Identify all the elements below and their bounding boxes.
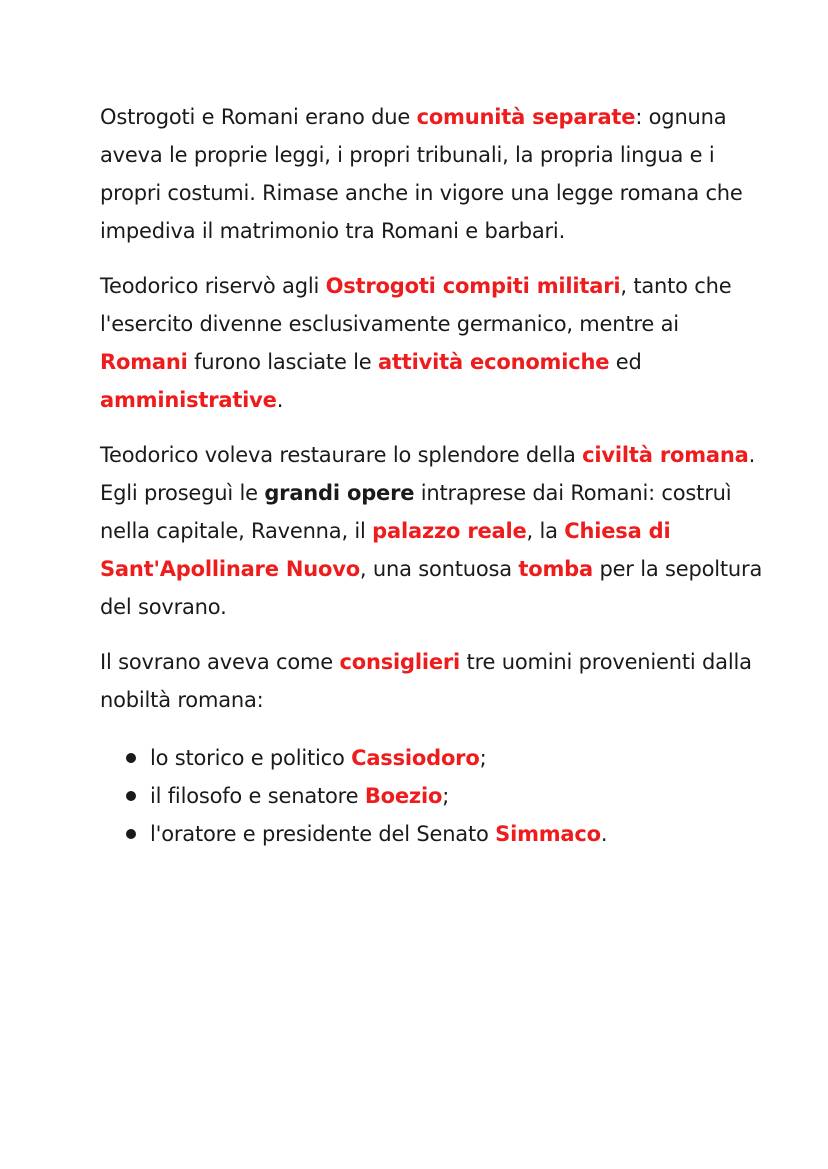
highlight-administrative: amministrative <box>100 388 277 412</box>
list-item <box>126 777 768 815</box>
highlight-economic-activities: attività economiche <box>378 350 610 374</box>
text-span: per la sepoltura del sovrano. <box>100 557 763 619</box>
text-span: : ognuna aveva le proprie leggi, i propri tribunali, la propria lingua e i propri costumi. Rimase anche in vigore una legge romana che impediva il matrimonio tra Romani e barbari. <box>100 105 743 243</box>
list-item <box>126 739 768 777</box>
text-span: ; <box>479 746 487 770</box>
paragraph-roles <box>100 267 768 419</box>
highlight-separate-communities: comunità separate <box>416 105 636 129</box>
text-span: , tanto che l'esercito divenne esclusivamente germanico, mentre ai <box>100 274 732 336</box>
advisors-list <box>100 739 768 853</box>
text-span: . Egli proseguì le <box>100 443 756 505</box>
text-span: Ostrogoti e Romani erano due <box>100 105 417 129</box>
text-span: ed <box>609 350 642 374</box>
text-span: Il sovrano aveva come <box>100 650 340 674</box>
text-span: , una sontuosa <box>359 557 519 581</box>
text-span: furono lasciate le <box>187 350 378 374</box>
paragraph-advisors <box>100 643 768 719</box>
text-span: . <box>276 388 284 412</box>
paragraph-communities <box>100 98 768 250</box>
text-span: Teodorico riservò agli <box>100 274 326 298</box>
bullet-icon <box>126 753 136 763</box>
text-span: intraprese dai Romani: costruì nella capitale, Ravenna, il <box>100 481 732 543</box>
highlight-advisor-name: Boezio <box>364 784 443 808</box>
text-span: tre uomini provenienti dalla nobiltà romana: <box>100 650 752 712</box>
bold-great-works: grandi opere <box>264 481 415 505</box>
highlight-romans: Romani <box>100 350 188 374</box>
highlight-advisors: consiglieri <box>339 650 461 674</box>
highlight-roman-civilization: civiltà romana <box>582 443 749 467</box>
text-span: , la <box>526 519 565 543</box>
highlight-royal-palace: palazzo reale <box>372 519 527 543</box>
highlight-military-tasks: Ostrogoti compiti militari <box>325 274 621 298</box>
highlight-advisor-name: Simmaco <box>495 822 601 846</box>
highlight-church: Chiesa di Sant'Apollinare Nuovo <box>100 519 671 581</box>
bullet-icon <box>126 829 136 839</box>
highlight-advisor-name: Cassiodoro <box>351 746 480 770</box>
text-span: lo storico e politico <box>150 746 352 770</box>
text-span: l'oratore e presidente del Senato <box>150 822 496 846</box>
text-span: . <box>600 822 608 846</box>
highlight-tomb: tomba <box>518 557 593 581</box>
text-span: ; <box>442 784 450 808</box>
bullet-icon <box>126 791 136 801</box>
text-span: Teodorico voleva restaurare lo splendore della <box>100 443 583 467</box>
list-item <box>126 815 768 853</box>
paragraph-civilization <box>100 436 768 626</box>
text-span: il filosofo e senatore <box>150 784 365 808</box>
